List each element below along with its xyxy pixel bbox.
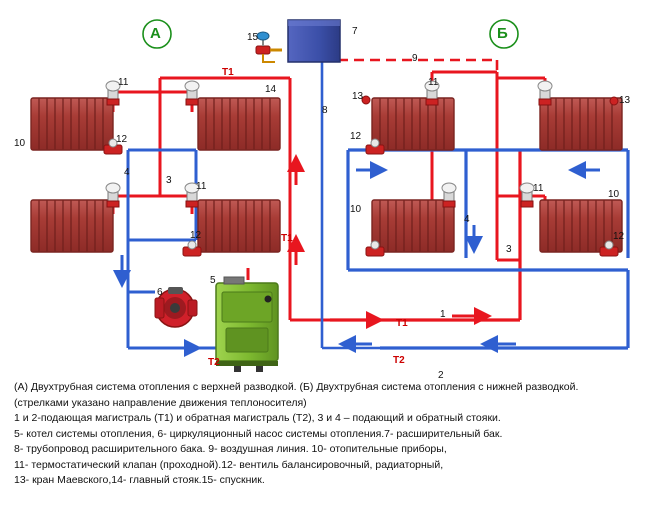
thermostatic-valve-a3 [106,183,120,207]
expansion-tank-pipes [322,40,380,348]
thermostatic-valve-b3 [442,183,456,207]
radiator-b-top-left [372,98,454,150]
section-marker-b-label: Б [497,25,508,42]
legend-line-6: 11- термостатический клапан (проходной).12- вентиль балансировочный, радиаторный, [14,458,444,471]
label-t1-mid: Т1 [281,233,293,244]
label-13-right: 13 [619,95,631,106]
label-15: 15 [247,32,259,43]
label-12-a1: 12 [116,134,128,145]
label-9: 9 [412,53,418,64]
label-10-a: 10 [14,138,26,149]
label-12-a2: 12 [190,230,202,241]
radiator-a-top-left [31,98,113,150]
legend-line-5: 8- трубопровод расширительного бака. 9- воздушная линия. 10- отопительные приборы, [14,443,447,455]
mayevsky-tap-right [610,97,618,105]
label-t2-right: Т2 [393,355,405,366]
legend-line-1: (А) Двухтрубная система отопления с верхней разводкой. (Б) Двухтрубная система отопления с нижней разводкой. [14,381,579,393]
label-t1-bottom: Т1 [396,318,408,329]
label-10-b-right: 10 [608,189,620,200]
label-11-b1: 11 [428,77,439,88]
label-4-a: 4 [124,167,130,178]
label-4-b: 4 [464,214,470,225]
label-12-b2: 12 [613,231,625,242]
radiator-b-bottom-left [372,200,454,252]
thermostatic-valve-b2 [538,81,552,105]
label-6: 6 [157,287,163,298]
label-t2-left: Т2 [208,357,220,368]
legend-line-4: 5- котел системы отопления, 6- циркуляционный насос системы отопления.7- расширительный бак. [14,427,503,440]
expansion-tank [288,20,340,62]
label-11-b2: 11 [533,183,544,194]
legend-line-2: (стрелками указано направление движения теплоносителя) [14,396,307,409]
label-13-left: 13 [352,91,364,102]
section-marker-a-label: А [150,25,161,42]
label-11-a1: 11 [118,77,129,88]
label-11-a2: 11 [196,181,207,192]
label-3-a: 3 [166,175,172,186]
air-line-9 [322,60,497,72]
thermostatic-valve-b4 [520,183,534,207]
thermostatic-valve-a2 [185,81,199,105]
legend-line-7: 13- кран Маевского,14- главный стояк.15- спускник. [14,474,265,486]
diagram-legend [14,380,650,489]
mayevsky-tap-left [362,96,370,104]
label-2: 2 [438,370,444,381]
boiler [216,277,278,372]
label-10-b: 10 [350,204,362,215]
label-3-b: 3 [506,244,512,255]
label-5: 5 [210,275,216,286]
radiator-b-top-right [540,98,622,150]
label-8: 8 [322,105,328,116]
radiator-a-bottom-left [31,200,113,252]
radiator-a-top-right [198,98,280,150]
label-7: 7 [352,26,358,37]
radiator-a-bottom-right [198,200,280,252]
label-1: 1 [440,309,446,320]
drain-valve-15 [256,32,282,62]
label-12-b1: 12 [350,131,362,142]
label-14: 14 [265,84,277,95]
legend-line-3: 1 и 2-подающая магистраль (Т1) и обратная магистраль (Т2), 3 и 4 – подающий и обратный стояки. [14,412,501,424]
label-t1-top: Т1 [222,67,234,78]
